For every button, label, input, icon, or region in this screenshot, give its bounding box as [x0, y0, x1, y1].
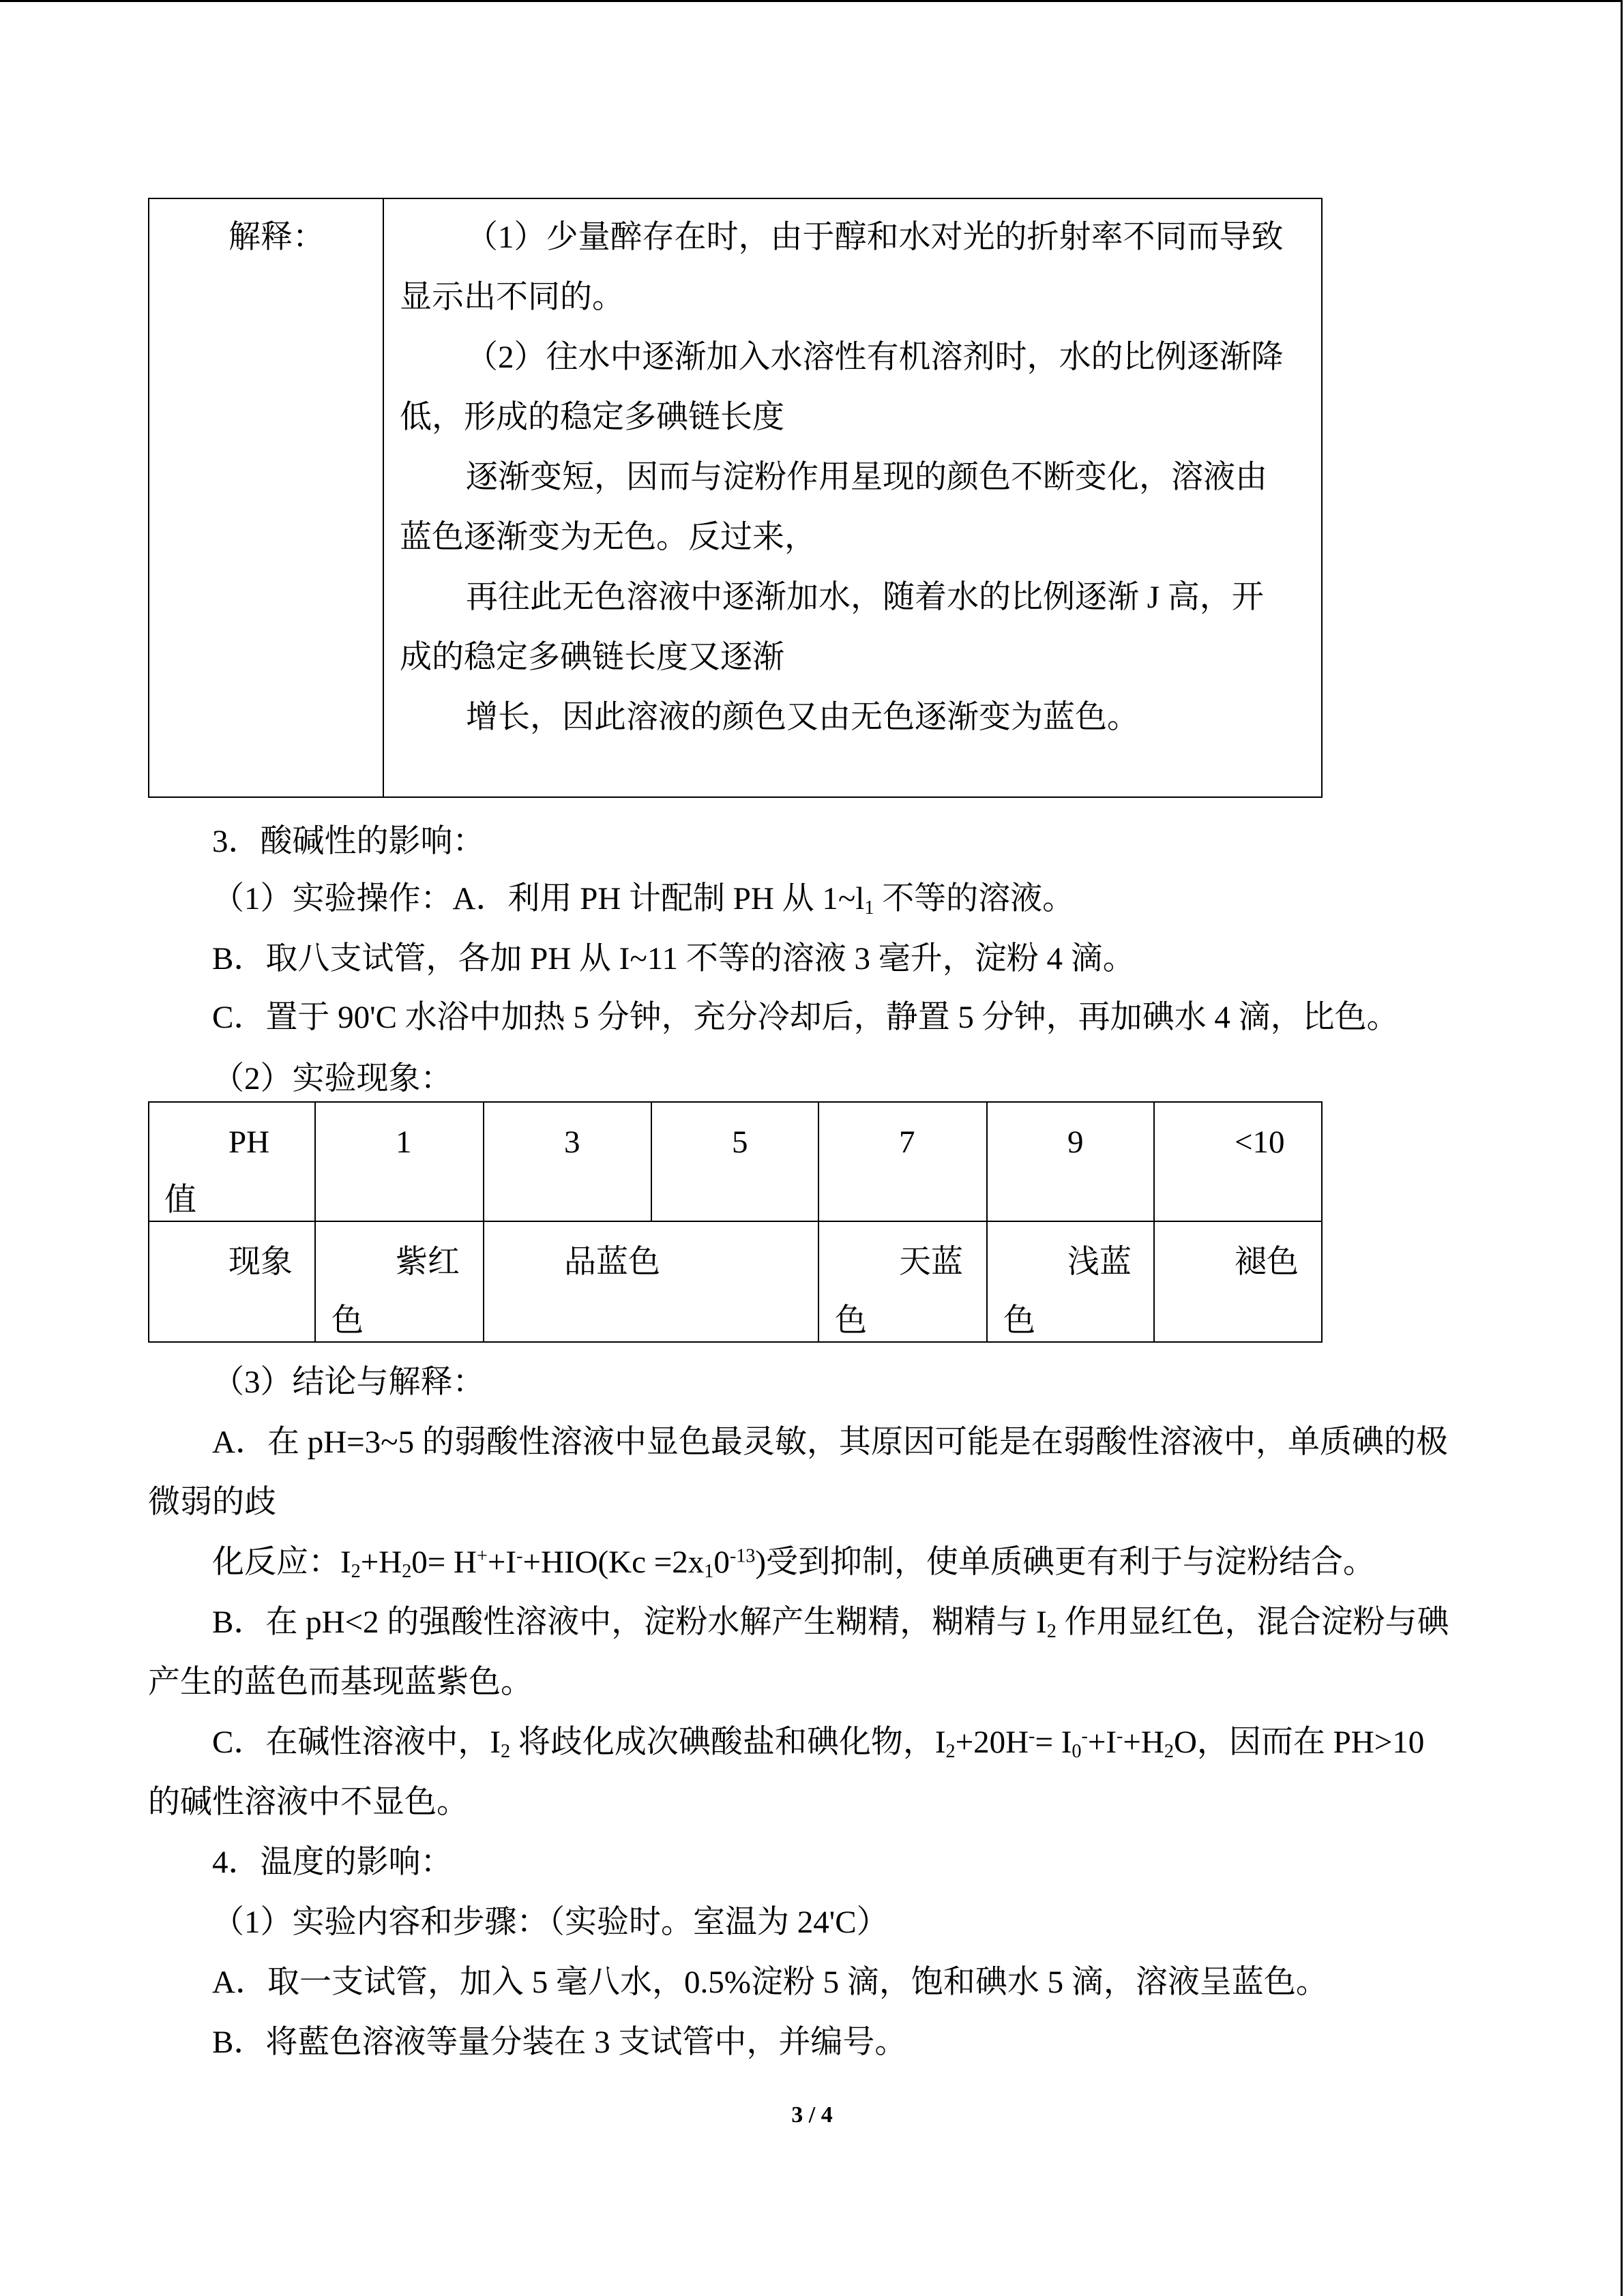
observation-cell: 色: [1003, 1303, 1035, 1339]
explanation-table-divider: [383, 198, 384, 798]
text-segment: +20H: [955, 1725, 1029, 1760]
ph-table-col-divider: [314, 1101, 316, 1343]
text-segment: +H: [360, 1545, 402, 1580]
text-segment: = I: [1035, 1725, 1072, 1760]
ph-value: 9: [1067, 1124, 1084, 1160]
text-segment: B．在 pH<2 的强酸性溶液中，淀粉水解产生糊精，糊精与 I: [212, 1605, 1047, 1640]
page-number: 3 / 4: [791, 2102, 833, 2128]
ph-table-col-divider: [651, 1101, 652, 1221]
subscript: 2: [945, 1741, 956, 1763]
explanation-line: 成的稳定多碘链长度又逐渐: [400, 640, 784, 675]
text-segment: +I: [1087, 1725, 1117, 1760]
explanation-line: 逐渐变短，因而与淀粉作用星现的颜色不断变化，溶液由: [466, 460, 1267, 495]
explanation-line: 蓝色逐渐变为无色。反过来，: [400, 520, 816, 555]
ph-header-label: 值: [164, 1182, 196, 1218]
conclusion-c-line: [212, 1722, 1424, 1763]
text-segment: 0= H: [411, 1545, 477, 1580]
section3-heading: 3．酸碱性的影响：: [212, 824, 485, 859]
section4-heading: 4．温度的影响：: [212, 1845, 453, 1880]
observation-cell: 天蓝: [899, 1244, 963, 1280]
subscript: 2: [1046, 1621, 1057, 1643]
conclusion-a-line: A．在 pH=3~5 的弱酸性溶液中显色最灵敏，其原因可能是在弱酸性溶液中，单质碘的极: [212, 1425, 1448, 1460]
superscript: -13: [729, 1545, 756, 1567]
explanation-line: 显示出不同的。: [400, 280, 624, 315]
step-b: B．将藍色溶液等量分装在 3 支试管中，并编号。: [212, 2025, 907, 2060]
text-segment: C．在碱性溶液中，I: [212, 1725, 501, 1760]
subscript: 2: [1164, 1741, 1174, 1763]
observation-cell: 紫红: [396, 1244, 460, 1280]
observation-cell: 浅蓝: [1067, 1244, 1132, 1280]
subscript: 1: [704, 1561, 714, 1583]
text-segment: 0: [713, 1545, 730, 1580]
ph-table-col-divider: [1153, 1101, 1155, 1343]
explanation-line: 低，形成的稳定多碘链长度: [400, 400, 784, 435]
text-segment: )受到抑制，使单质碘更有利于与淀粉结合。: [755, 1545, 1376, 1580]
superscript: -: [516, 1545, 523, 1567]
subscript: 2: [501, 1741, 511, 1763]
ph-table-col-divider: [483, 1101, 484, 1343]
text-segment: 作用显红色，混合淀粉与碘: [1056, 1605, 1449, 1640]
text-segment: （1）实验操作：A．利用 PH 计配制 PH 从 1~l: [212, 881, 865, 916]
explanation-line: （1）少量醉存在时，由于醇和水对光的折射率不同而导致: [466, 220, 1284, 255]
observation-cell: 品蓝色: [564, 1244, 660, 1280]
conclusion-c-line: 的碱性溶液中不显色。: [148, 1785, 469, 1820]
text-segment: +HIO(Kc =2x: [522, 1545, 705, 1580]
text-segment: 不等的溶液。: [874, 881, 1075, 916]
text-segment: O，因而在 PH>10: [1173, 1725, 1425, 1760]
steps-heading: （1）实验内容和步骤：（实验时。室温为 24'C）: [212, 1905, 889, 1940]
observation-cell: 色: [835, 1303, 867, 1339]
observation-label: 现象: [228, 1244, 293, 1280]
text-segment: +I: [487, 1545, 517, 1580]
conclusion-b-line: [212, 1602, 1449, 1643]
ph-header-label: PH: [228, 1124, 270, 1160]
superscript: -: [1029, 1725, 1035, 1747]
operation-line: [212, 878, 1074, 919]
ph-table-col-divider: [818, 1101, 819, 1343]
text-segment: 化反应：I: [212, 1545, 351, 1580]
subscript: 1: [864, 897, 874, 919]
subscript: 2: [402, 1561, 412, 1583]
text-segment: 将歧化成次碘酸盐和碘化物，I: [510, 1725, 946, 1760]
ph-table-col-divider: [986, 1101, 988, 1343]
ph-value: 1: [396, 1124, 412, 1160]
ph-table-row-divider: [148, 1221, 1323, 1222]
ph-value: <10: [1235, 1124, 1285, 1160]
step-a: A．取一支试管，加入 5 毫八水，0.5%淀粉 5 滴，饱和碘水 5 滴，溶液呈蓝色。: [212, 1965, 1328, 2000]
subscript: 0: [1072, 1741, 1082, 1763]
ph-value: 3: [564, 1124, 580, 1160]
superscript: -: [1117, 1725, 1123, 1747]
conclusion-b-line: 产生的蓝色而基现蓝紫色。: [148, 1665, 533, 1700]
conclusion-a-formula-line: [212, 1542, 1375, 1583]
explanation-line: 增长，因此溶液的颜色又由无色逐渐变为蓝色。: [466, 700, 1139, 735]
subscript: 2: [351, 1561, 361, 1583]
operation-c: C．置于 90'C 水浴中加热 5 分钟，充分冷却后，静置 5 分钟，再加碘水 4 滴，比色。: [212, 1000, 1399, 1035]
phenomenon-heading: （2）实验现象：: [212, 1061, 453, 1097]
observation-cell: 褪色: [1235, 1244, 1299, 1280]
superscript: -: [1081, 1725, 1088, 1747]
operation-b: B．取八支试管，各加 PH 从 I~11 不等的溶液 3 毫升，淀粉 4 滴。: [212, 941, 1135, 976]
ph-value: 7: [899, 1124, 915, 1160]
explanation-label: 解释：: [228, 220, 325, 255]
explanation-line: 再往此无色溶液中逐渐加水，随着水的比例逐渐 J 高，开: [466, 580, 1264, 615]
observation-cell: 色: [331, 1303, 364, 1339]
superscript: +: [477, 1545, 488, 1567]
conclusion-heading: （3）结论与解释：: [212, 1365, 485, 1400]
explanation-line: （2）往水中逐渐加入水溶性有机溶剂时，水的比例逐渐降: [466, 340, 1284, 375]
conclusion-a-line: 微弱的歧: [148, 1485, 276, 1520]
text-segment: +H: [1123, 1725, 1164, 1760]
ph-value: 5: [732, 1124, 748, 1160]
